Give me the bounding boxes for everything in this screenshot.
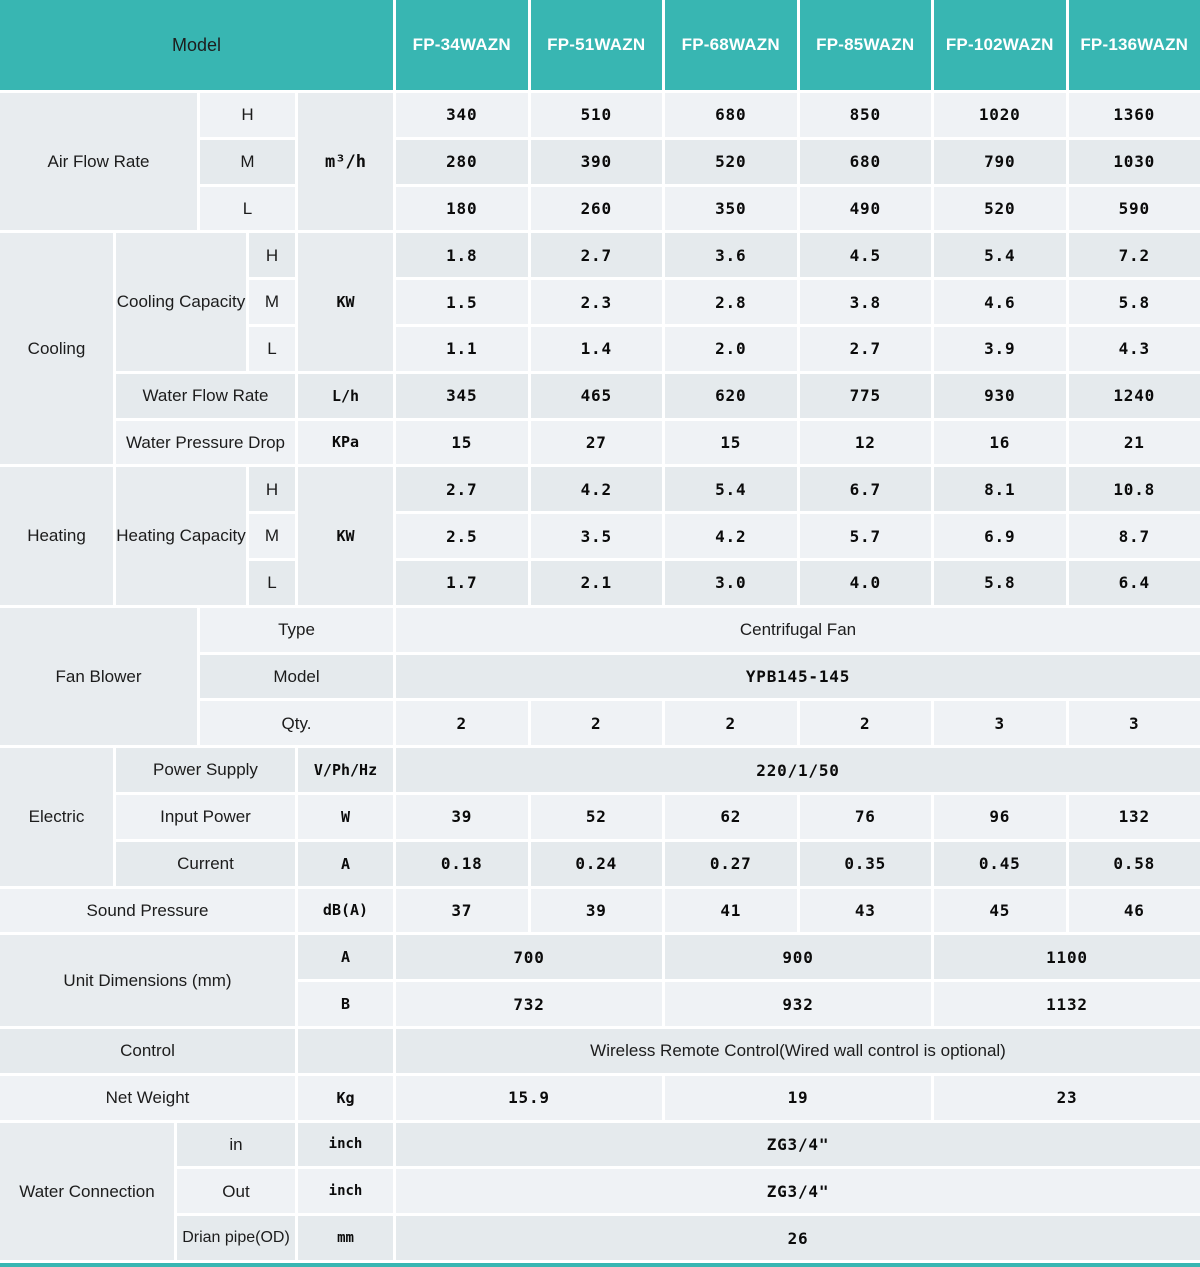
model-column-header: FP-102WAZN: [934, 0, 1066, 90]
air-flow-h-value: 1360: [1069, 93, 1200, 137]
current-value: 0.45: [934, 842, 1066, 886]
air-flow-m-value: 790: [934, 140, 1066, 184]
heating-h-value: 4.2: [531, 467, 663, 511]
cooling-h-value: 3.6: [665, 233, 797, 277]
cooling-l-value: 1.1: [396, 327, 528, 371]
control-value: Wireless Remote Control(Wired wall control is optional): [396, 1029, 1200, 1073]
power-supply-label: Power Supply: [116, 748, 295, 792]
fan-qty-value: 3: [934, 701, 1066, 745]
unit-dimensions-label: Unit Dimensions (mm): [0, 935, 295, 1026]
air-flow-h-value: 340: [396, 93, 528, 137]
air-flow-h-value: 510: [531, 93, 663, 137]
cooling-speed-h-label: H: [249, 233, 295, 277]
cooling-speed-m-label: M: [249, 280, 295, 324]
air-flow-m-value: 280: [396, 140, 528, 184]
fan-qty-value: 2: [800, 701, 932, 745]
model-column-header: FP-34WAZN: [396, 0, 528, 90]
net-weight-value: 19: [665, 1076, 931, 1120]
sound-pressure-value: 45: [934, 889, 1066, 933]
cooling-h-value: 2.7: [531, 233, 663, 277]
electric-label: Electric: [0, 748, 113, 885]
air-flow-m-value: 680: [800, 140, 932, 184]
air-flow-l-value: 180: [396, 187, 528, 231]
cooling-capacity-label: Cooling Capacity: [116, 233, 246, 370]
fan-qty-value: 3: [1069, 701, 1200, 745]
drain-pipe-unit: mm: [298, 1216, 393, 1260]
heating-speed-m-label: M: [249, 514, 295, 558]
cooling-l-value: 2.0: [665, 327, 797, 371]
fan-model-label: Model: [200, 655, 393, 699]
current-value: 0.58: [1069, 842, 1200, 886]
heating-m-value: 2.5: [396, 514, 528, 558]
water-pressure-drop-unit: KPa: [298, 421, 393, 465]
heating-m-value: 8.7: [1069, 514, 1200, 558]
dimension-b-value: 932: [665, 982, 931, 1026]
dimension-a-value: 1100: [934, 935, 1200, 979]
fan-type-label: Type: [200, 608, 393, 652]
cooling-m-value: 4.6: [934, 280, 1066, 324]
water-flow-rate-value: 1240: [1069, 374, 1200, 418]
water-pressure-drop-value: 16: [934, 421, 1066, 465]
heating-m-value: 3.5: [531, 514, 663, 558]
model-column-header: FP-68WAZN: [665, 0, 797, 90]
input-power-value: 62: [665, 795, 797, 839]
cooling-m-value: 1.5: [396, 280, 528, 324]
water-pressure-drop-value: 15: [396, 421, 528, 465]
water-flow-rate-value: 345: [396, 374, 528, 418]
water-pressure-drop-label: Water Pressure Drop: [116, 421, 295, 465]
heating-l-value: 6.4: [1069, 561, 1200, 605]
drain-pipe-label: Drian pipe(OD): [177, 1216, 295, 1260]
heating-l-value: 5.8: [934, 561, 1066, 605]
fan-model-value: YPB145-145: [396, 655, 1200, 699]
net-weight-label: Net Weight: [0, 1076, 295, 1120]
current-unit: A: [298, 842, 393, 886]
fan-qty-value: 2: [531, 701, 663, 745]
sound-pressure-value: 46: [1069, 889, 1200, 933]
heating-l-value: 2.1: [531, 561, 663, 605]
water-in-unit: inch: [298, 1123, 393, 1167]
cooling-h-value: 4.5: [800, 233, 932, 277]
cooling-m-value: 2.3: [531, 280, 663, 324]
air-flow-l-value: 350: [665, 187, 797, 231]
heating-h-value: 10.8: [1069, 467, 1200, 511]
air-flow-rate-label: Air Flow Rate: [0, 93, 197, 230]
sound-pressure-value: 41: [665, 889, 797, 933]
cooling-m-value: 5.8: [1069, 280, 1200, 324]
bottom-accent-bar: [0, 1263, 1200, 1267]
control-label: Control: [0, 1029, 295, 1073]
model-column-header: FP-51WAZN: [531, 0, 663, 90]
input-power-value: 132: [1069, 795, 1200, 839]
air-flow-l-value: 520: [934, 187, 1066, 231]
water-in-label: in: [177, 1123, 295, 1167]
air-flow-l-value: 490: [800, 187, 932, 231]
air-flow-m-value: 520: [665, 140, 797, 184]
water-pressure-drop-value: 21: [1069, 421, 1200, 465]
cooling-l-value: 4.3: [1069, 327, 1200, 371]
air-speed-h-label: H: [200, 93, 295, 137]
air-flow-h-value: 680: [665, 93, 797, 137]
sound-pressure-label: Sound Pressure: [0, 889, 295, 933]
model-header-cell: Model: [0, 0, 393, 90]
current-value: 0.18: [396, 842, 528, 886]
input-power-value: 96: [934, 795, 1066, 839]
fan-type-value: Centrifugal Fan: [396, 608, 1200, 652]
dimension-b-value: 732: [396, 982, 662, 1026]
input-power-value: 39: [396, 795, 528, 839]
drain-pipe-value: 26: [396, 1216, 1200, 1260]
water-pressure-drop-value: 12: [800, 421, 932, 465]
heating-speed-h-label: H: [249, 467, 295, 511]
water-out-unit: inch: [298, 1169, 393, 1213]
heating-capacity-unit: KW: [298, 467, 393, 604]
water-flow-rate-label: Water Flow Rate: [116, 374, 295, 418]
fan-qty-value: 2: [396, 701, 528, 745]
air-flow-m-value: 390: [531, 140, 663, 184]
water-flow-rate-value: 930: [934, 374, 1066, 418]
water-flow-rate-value: 465: [531, 374, 663, 418]
cooling-h-value: 7.2: [1069, 233, 1200, 277]
air-flow-l-value: 260: [531, 187, 663, 231]
input-power-value: 52: [531, 795, 663, 839]
heating-speed-l-label: L: [249, 561, 295, 605]
heating-l-value: 1.7: [396, 561, 528, 605]
cooling-speed-l-label: L: [249, 327, 295, 371]
cooling-m-value: 2.8: [665, 280, 797, 324]
water-flow-rate-unit: L/h: [298, 374, 393, 418]
current-value: 0.35: [800, 842, 932, 886]
air-flow-h-value: 1020: [934, 93, 1066, 137]
fan-blower-label: Fan Blower: [0, 608, 197, 745]
heating-m-value: 5.7: [800, 514, 932, 558]
air-flow-unit: m³/h: [298, 93, 393, 230]
water-pressure-drop-value: 15: [665, 421, 797, 465]
dimension-b-value: 1132: [934, 982, 1200, 1026]
current-value: 0.27: [665, 842, 797, 886]
power-supply-unit: V/Ph/Hz: [298, 748, 393, 792]
input-power-label: Input Power: [116, 795, 295, 839]
sound-pressure-unit: dB(A): [298, 889, 393, 933]
heating-h-value: 8.1: [934, 467, 1066, 511]
heating-h-value: 2.7: [396, 467, 528, 511]
sound-pressure-value: 39: [531, 889, 663, 933]
heating-m-value: 4.2: [665, 514, 797, 558]
model-column-header: FP-136WAZN: [1069, 0, 1200, 90]
dimension-a-value: 900: [665, 935, 931, 979]
water-flow-rate-value: 775: [800, 374, 932, 418]
net-weight-unit: Kg: [298, 1076, 393, 1120]
water-in-value: ZG3/4": [396, 1123, 1200, 1167]
fan-qty-value: 2: [665, 701, 797, 745]
air-speed-m-label: M: [200, 140, 295, 184]
cooling-label: Cooling: [0, 233, 113, 464]
heating-m-value: 6.9: [934, 514, 1066, 558]
net-weight-value: 15.9: [396, 1076, 662, 1120]
model-column-header: FP-85WAZN: [800, 0, 932, 90]
cooling-m-value: 3.8: [800, 280, 932, 324]
cooling-l-value: 1.4: [531, 327, 663, 371]
cooling-capacity-unit: KW: [298, 233, 393, 370]
cooling-h-value: 5.4: [934, 233, 1066, 277]
dimension-a-unit: A: [298, 935, 393, 979]
fan-qty-label: Qty.: [200, 701, 393, 745]
cooling-h-value: 1.8: [396, 233, 528, 277]
water-out-label: Out: [177, 1169, 295, 1213]
cooling-l-value: 3.9: [934, 327, 1066, 371]
current-value: 0.24: [531, 842, 663, 886]
heating-l-value: 3.0: [665, 561, 797, 605]
net-weight-value: 23: [934, 1076, 1200, 1120]
control-unit-empty: [298, 1029, 393, 1073]
heating-label: Heating: [0, 467, 113, 604]
input-power-value: 76: [800, 795, 932, 839]
heating-capacity-label: Heating Capacity: [116, 467, 246, 604]
heating-h-value: 6.7: [800, 467, 932, 511]
air-flow-l-value: 590: [1069, 187, 1200, 231]
power-supply-value: 220/1/50: [396, 748, 1200, 792]
current-label: Current: [116, 842, 295, 886]
water-flow-rate-value: 620: [665, 374, 797, 418]
dimension-a-value: 700: [396, 935, 662, 979]
sound-pressure-value: 43: [800, 889, 932, 933]
heating-h-value: 5.4: [665, 467, 797, 511]
heating-l-value: 4.0: [800, 561, 932, 605]
dimension-b-unit: B: [298, 982, 393, 1026]
water-pressure-drop-value: 27: [531, 421, 663, 465]
air-flow-m-value: 1030: [1069, 140, 1200, 184]
water-connection-label: Water Connection: [0, 1123, 174, 1260]
water-out-value: ZG3/4": [396, 1169, 1200, 1213]
air-flow-h-value: 850: [800, 93, 932, 137]
air-speed-l-label: L: [200, 187, 295, 231]
sound-pressure-value: 37: [396, 889, 528, 933]
cooling-l-value: 2.7: [800, 327, 932, 371]
input-power-unit: W: [298, 795, 393, 839]
